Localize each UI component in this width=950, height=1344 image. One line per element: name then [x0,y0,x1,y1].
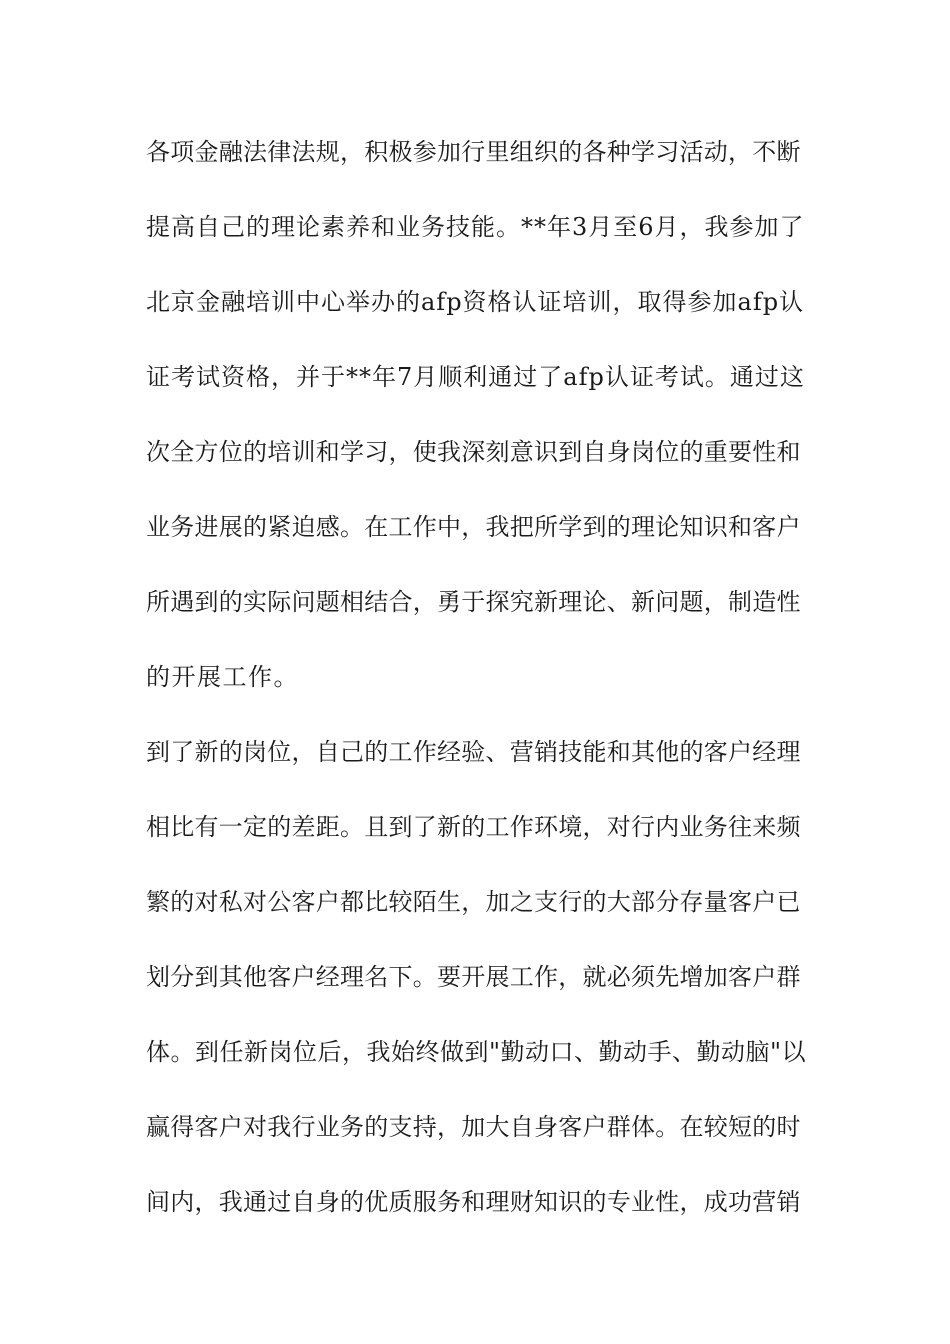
text-line: 到了新的岗位，自己的工作经验、营销技能和其他的客户经理 [146,738,801,766]
text-line: 各项金融法律法规，积极参加行里组织的各种学习活动，不断 [146,138,801,166]
text-line: 北京金融培训中心举办的afp资格认证培训，取得参加afp认 [146,288,805,316]
text-line: 赢得客户对我行业务的支持，加大自身客户群体。在较短的时 [146,1113,801,1141]
text-line: 次全方位的培训和学习，使我深刻意识到自身岗位的重要性和 [146,438,801,466]
text-line: 所遇到的实际问题相结合，勇于探究新理论、新问题，制造性 [146,588,801,616]
text-line: 相比有一定的差距。且到了新的工作环境，对行内业务往来频 [146,813,801,841]
text-line: 业务进展的紧迫感。在工作中，我把所学到的理论知识和客户 [146,513,801,541]
text-line: 证考试资格，并于**年7月顺利通过了afp认证考试。通过这 [146,363,805,391]
text-line: 的开展工作。 [146,663,299,691]
text-line: 提高自己的理论素养和业务技能。**年3月至6月，我参加了 [146,213,805,241]
text-line: 划分到其他客户经理名下。要开展工作，就必须先增加客户群 [146,963,801,991]
text-line: 间内，我通过自身的优质服务和理财知识的专业性，成功营销 [146,1188,801,1216]
text-line: 体。到任新岗位后，我始终做到"勤动口、勤动手、勤动脑"以 [146,1038,807,1066]
text-line: 繁的对私对公客户都比较陌生，加之支行的大部分存量客户已 [146,888,801,916]
